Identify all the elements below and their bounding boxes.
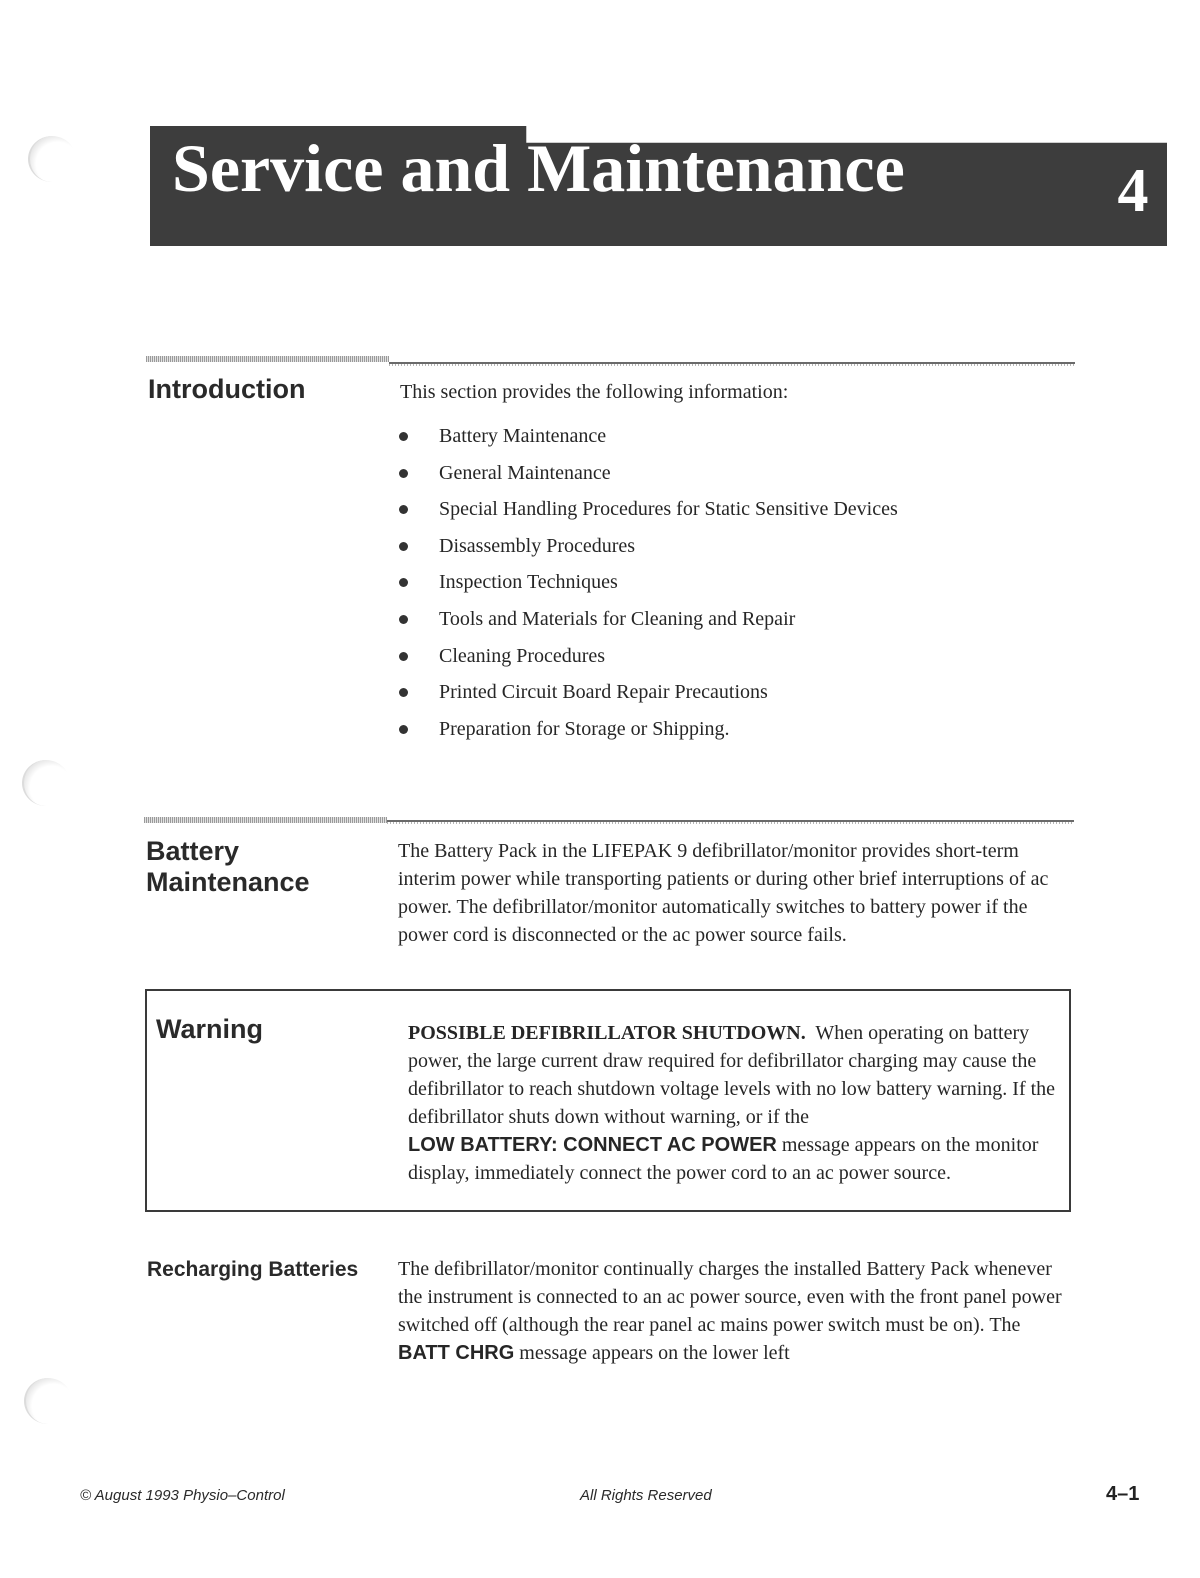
bullet-icon [399, 725, 408, 734]
warning-text: POSSIBLE DEFIBRILLATOR SHUTDOWN. When operating on battery power, the large current draw required for defibrillator charging may cause the defibrillator to reach shutdown voltage levels with no low battery warning. If the defibrillator shuts down without warning, or if the LOW BATTERY: CONNECT AC POWER message appears on the monitor display, immediately connect the power cord to an ac power source. [408, 1022, 1056, 1184]
battery-maintenance-heading: Battery Maintenance [146, 836, 310, 897]
list-item: Printed Circuit Board Repair Precautions [396, 677, 898, 714]
section-rule-shaded [144, 817, 387, 823]
binder-hole [22, 760, 70, 806]
bullet-icon [399, 469, 408, 478]
chapter-title: Service and Maintenance [172, 130, 905, 206]
list-item: Cleaning Procedures [396, 641, 898, 678]
battery-maintenance-text: The Battery Pack in the LIFEPAK 9 defibrillator/monitor provides short-term interim power while transporting patients or during other brief interruptions of ac power. The defibrillator/monitor automatically switches to battery power if the power cord is disconnected or the ac power source fails. [398, 840, 1049, 946]
binder-hole [28, 136, 76, 182]
warning-label: Warning [156, 1014, 263, 1044]
bullet-icon [399, 578, 408, 587]
list-item: Special Handling Procedures for Static Sensitive Devices [396, 494, 898, 531]
section-rule-shaded [146, 356, 389, 362]
low-battery-message: LOW BATTERY: CONNECT AC POWER [408, 1134, 777, 1156]
introduction-heading: Introduction [148, 374, 306, 404]
list-item: Battery Maintenance [396, 421, 898, 458]
list-item: Disassembly Procedures [396, 531, 898, 568]
list-item: Tools and Materials for Cleaning and Repair [396, 604, 898, 641]
page-number: 4–1 [1106, 1483, 1140, 1505]
bullet-icon [399, 688, 408, 697]
warning-lead: POSSIBLE DEFIBRILLATOR SHUTDOWN. [408, 1022, 806, 1044]
section-rule [389, 362, 1075, 364]
section-rule [387, 820, 1074, 822]
recharging-heading: Recharging Batteries [147, 1258, 359, 1281]
bullet-icon [399, 505, 408, 514]
footer-rights: All Rights Reserved [580, 1487, 712, 1504]
list-item: Inspection Techniques [396, 567, 898, 604]
introduction-lead: This section provides the following information: [400, 381, 789, 403]
recharging-text: The defibrillator/monitor continually charges the installed Battery Pack whenever the instrument is connected to an ac power source, even with the front panel power switched off (although the rear panel ac mains power switch must be on). The BATT CHRG message appears on the lower left [398, 1258, 1062, 1364]
bullet-icon [399, 652, 408, 661]
list-item: Preparation for Storage or Shipping. [396, 714, 898, 751]
bullet-icon [399, 615, 408, 624]
topic-list [396, 421, 898, 750]
bullet-icon [399, 432, 408, 441]
list-item: General Maintenance [396, 458, 898, 495]
binder-hole [24, 1378, 72, 1424]
footer-copyright: © August 1993 Physio–Control [80, 1487, 285, 1504]
batt-chrg-message: BATT CHRG [398, 1342, 515, 1364]
bullet-icon [399, 542, 408, 551]
chapter-number: 4 [1117, 157, 1149, 225]
